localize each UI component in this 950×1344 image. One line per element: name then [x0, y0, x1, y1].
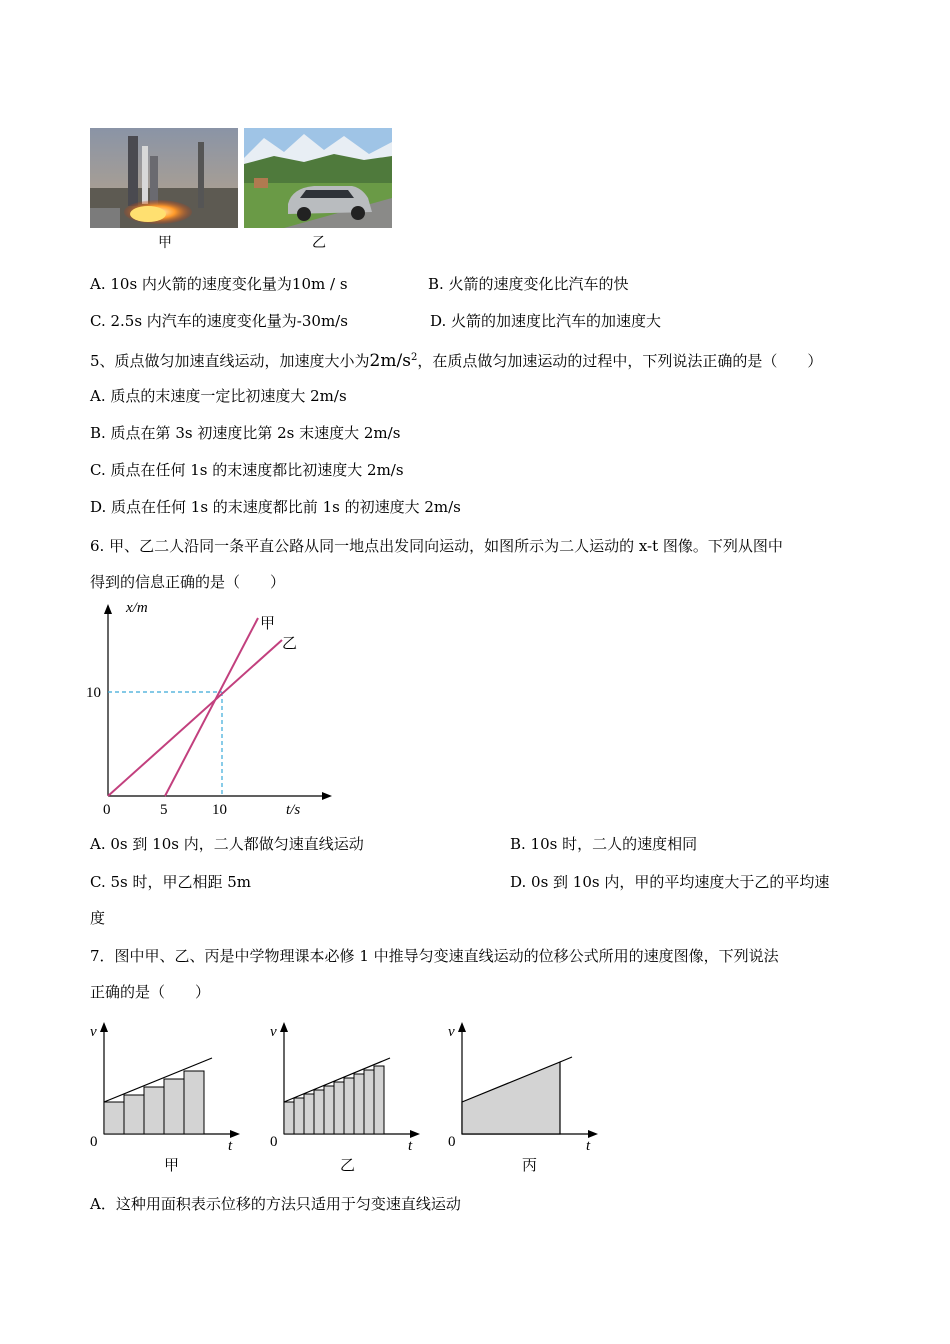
- q7-jia-bar-5: [184, 1071, 204, 1134]
- q7-bing-t-label: t: [586, 1138, 591, 1154]
- q7-yi-bar-5: [324, 1086, 334, 1134]
- q7-stem-line1: 7．图中甲、乙、丙是中学物理课本必修 1 中推导匀变速直线运动的位移公式所用的速度图像，下列说法: [90, 947, 779, 965]
- q7-yi-bar-3: [304, 1094, 314, 1134]
- q7-yi-bar-6: [334, 1082, 344, 1134]
- q6-stem-line1: 6. 甲、乙二人沿同一条平直公路从同一地点出发同向运动，如图所示为二人运动的 x-t 图像。下列从图中: [90, 537, 783, 555]
- q7-yi-v-arrow: [280, 1022, 288, 1032]
- q7-caption-bing: 丙: [522, 1158, 538, 1174]
- q7-bing-v-arrow: [458, 1022, 466, 1032]
- q7-jia-bar-1: [104, 1102, 124, 1134]
- q7-stem-line2: 正确的是（ ）: [90, 983, 211, 1001]
- q7-yi-bar-2: [294, 1098, 304, 1134]
- q7-yi-bar-1: [284, 1102, 294, 1134]
- q7-bing-velocity-line-ext: [560, 1057, 572, 1062]
- q7-jia-zero-label: 0: [90, 1134, 98, 1150]
- q5-option-d: D. 质点在任何 1s 的末速度都比前 1s 的初速度大 2m/s: [90, 498, 461, 516]
- q7-jia-t-arrow: [230, 1130, 240, 1138]
- q7-yi-v-label: v: [270, 1024, 277, 1040]
- q7-bing-v-label: v: [448, 1024, 455, 1040]
- photo-caption-jia: 甲: [158, 235, 172, 251]
- q6-x-arrow: [322, 792, 332, 800]
- q7-yi-bar-9: [364, 1070, 374, 1134]
- q7-yi-t-label: t: [408, 1138, 413, 1154]
- q7-caption-jia: 甲: [164, 1158, 180, 1174]
- q7-bing-zero-label: 0: [448, 1134, 456, 1150]
- q6-option-a: A. 0s 到 10s 内，二人都做匀速直线运动: [90, 835, 364, 853]
- q5-option-c: C. 质点在任何 1s 的末速度都比初速度大 2m/s: [90, 461, 404, 479]
- q7-bing-t-arrow: [588, 1130, 598, 1138]
- q5-stem: [90, 348, 822, 371]
- q6-tick-y-10: 10: [86, 685, 101, 701]
- q6-option-d-cont: 度: [90, 909, 106, 927]
- q7-jia-v-arrow: [100, 1022, 108, 1032]
- q7-yi-t-arrow: [410, 1130, 420, 1138]
- rocket-launch-photo: [90, 128, 238, 228]
- q7-graph-jia: [84, 1018, 244, 1178]
- q7-yi-bar-4: [314, 1090, 324, 1134]
- q7-caption-yi: 乙: [340, 1158, 356, 1174]
- q7-yi-zero-label: 0: [270, 1134, 278, 1150]
- q7-yi-bar-7: [344, 1078, 354, 1134]
- q6-x-label: t/s: [286, 802, 301, 818]
- q6-xt-graph: [80, 596, 340, 821]
- q4-option-d: D. 火箭的加速度比汽车的加速度大: [430, 312, 662, 330]
- q6-y-arrow: [104, 604, 112, 614]
- q6-line-yi: [108, 640, 282, 796]
- q6-label-jia: 甲: [260, 616, 276, 632]
- q7-graph-bing: [442, 1018, 602, 1178]
- q7-yi-bar-10: [374, 1066, 384, 1134]
- q5-accel-value: 2m/s: [369, 351, 411, 371]
- car-photo: [244, 128, 392, 228]
- q7-jia-bar-4: [164, 1079, 184, 1134]
- q7-jia-t-label: t: [228, 1138, 233, 1154]
- q6-origin-label: 0: [103, 802, 111, 818]
- q5-option-b: B. 质点在第 3s 初速度比第 2s 末速度大 2m/s: [90, 424, 401, 442]
- q7-bing-area: [462, 1062, 560, 1134]
- q6-label-yi: 乙: [282, 636, 298, 652]
- q6-option-b: B. 10s 时，二人的速度相同: [510, 835, 698, 853]
- q4-option-c: C. 2.5s 内汽车的速度变化量为-30m/s: [90, 312, 348, 330]
- q7-jia-bar-3: [144, 1087, 164, 1134]
- q4-option-a: A. 10s 内火箭的速度变化量为10m / s: [90, 275, 348, 293]
- q7-yi-bar-8: [354, 1074, 364, 1134]
- photo-caption-yi: 乙: [312, 235, 326, 251]
- q6-tick-x-10: 10: [212, 802, 227, 818]
- q6-tick-x-5: 5: [160, 802, 168, 818]
- q4-option-b: B. 火箭的速度变化比汽车的快: [428, 275, 629, 293]
- q6-option-c: C. 5s 时，甲乙相距 5m: [90, 873, 252, 891]
- q7-jia-bar-2: [124, 1095, 144, 1134]
- q6-option-d: D. 0s 到 10s 内，甲的平均速度大于乙的平均速: [510, 873, 830, 891]
- q7-option-a: A．这种用面积表示位移的方法只适用于匀变速直线运动: [90, 1195, 461, 1213]
- q5-option-a: A. 质点的末速度一定比初速度大 2m/s: [90, 387, 347, 405]
- q5-accel-exp: 2: [410, 352, 418, 363]
- q7-jia-v-label: v: [90, 1024, 97, 1040]
- q6-line-jia: [165, 618, 258, 796]
- q6-y-label: x/m: [126, 600, 148, 616]
- q5-stem-post: ，在质点做匀加速运动的过程中，下列说法正确的是（ ）: [417, 352, 823, 370]
- q7-graph-yi: [264, 1018, 424, 1178]
- q6-stem-line2: 得到的信息正确的是（ ）: [90, 573, 286, 591]
- q5-stem-pre: 5、质点做匀加速直线运动，加速度大小为: [90, 352, 370, 370]
